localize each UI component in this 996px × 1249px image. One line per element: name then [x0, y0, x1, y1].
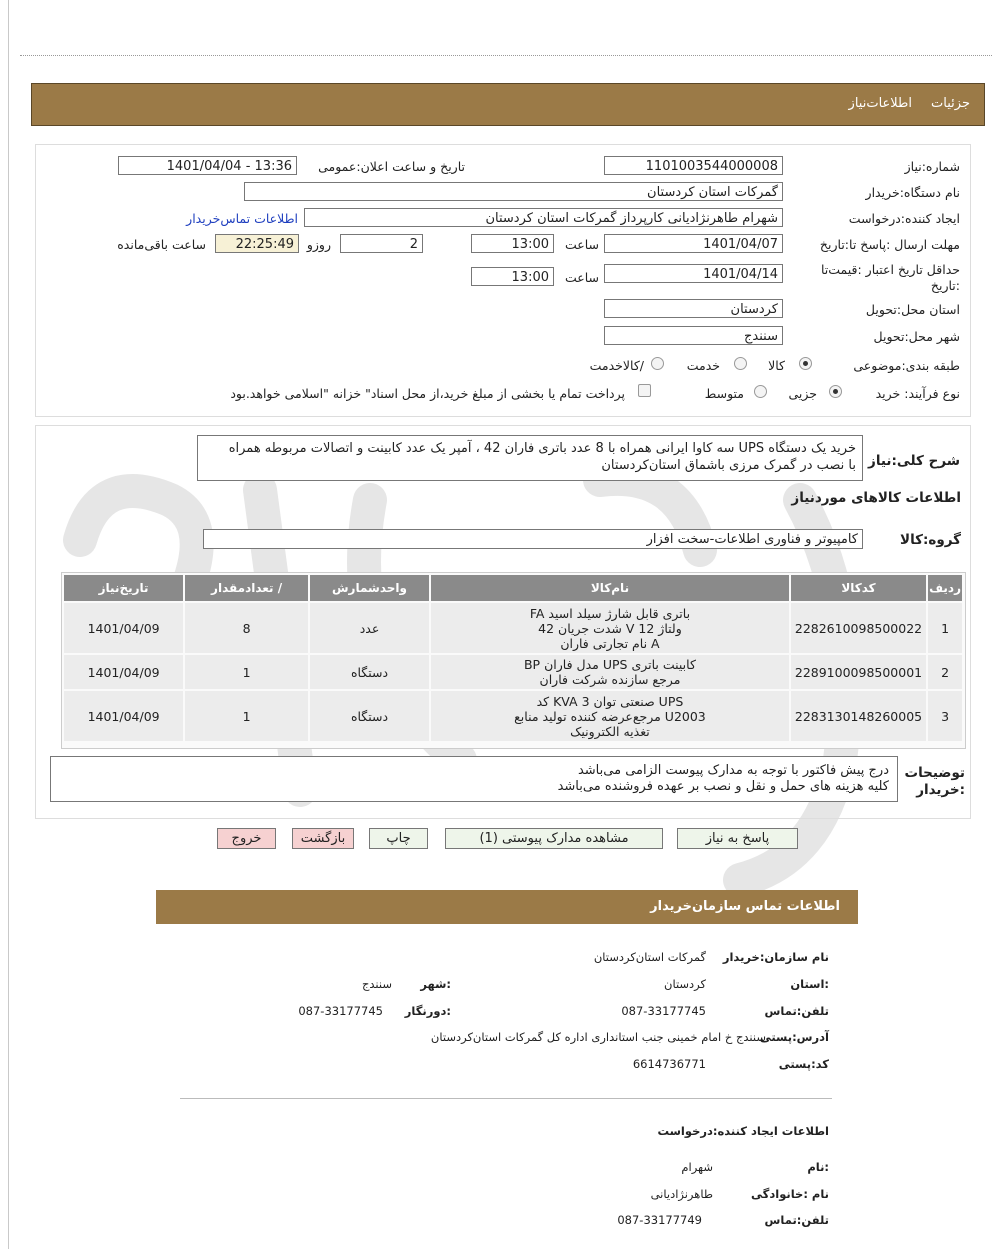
contact-fax-value: 087-33177745	[298, 1004, 383, 1018]
treasury-payment-checkbox[interactable]	[638, 384, 651, 397]
row-date: 1401/04/09	[64, 655, 183, 689]
announce-field: 1401/04/04 - 13:36	[118, 156, 297, 175]
row-unit: عدد	[310, 603, 429, 653]
creator-family-label: نام :خانوادگی	[751, 1187, 829, 1201]
category-goods-text: کالا	[768, 358, 785, 373]
creator-phone-label: تلفن:تماس	[764, 1213, 829, 1227]
creator-phone-value: 087-33177749	[617, 1213, 702, 1227]
row-name-line: ولتاژ 12 V شدت جریان 42	[538, 620, 682, 636]
city-field: سنندج	[604, 326, 783, 345]
province-label: استان محل:تحویل	[865, 302, 960, 317]
row-qty: 1	[185, 691, 308, 741]
contact-phone-label: تلفن:تماس	[764, 1004, 829, 1018]
goods-group-field: کامپیوتر و فناوری اطلاعات-سخت افزار	[203, 529, 863, 549]
row-name-line: UPS صنعتی توان 3 KVA کد	[536, 693, 684, 709]
buyer-notes-box	[50, 756, 898, 802]
row-unit: دستگاه	[310, 655, 429, 689]
row-qty: 1	[185, 655, 308, 689]
buyer-contact-header	[156, 890, 858, 924]
col-unit: واحدشمارش	[310, 575, 429, 601]
postal-code-label: کد:پستی	[778, 1057, 829, 1071]
process-medium-radio[interactable]	[754, 385, 767, 398]
validity-time-label: ساعت	[564, 270, 599, 285]
tab-details[interactable]: جزئیات	[931, 96, 970, 111]
creator-family-value: طاهرنژادیانی	[650, 1187, 713, 1201]
tab-need-info[interactable]: اطلاعات‌نیاز	[848, 96, 912, 111]
contact-divider	[180, 1098, 832, 1099]
contact-province-value: کردستان	[664, 977, 706, 991]
contact-address-label: آدرس:پستی	[759, 1030, 829, 1044]
exit-button[interactable]: خروج	[217, 828, 276, 849]
need-number-field: 1101003544000008	[604, 156, 783, 175]
process-partial-text: جزیی	[788, 386, 817, 401]
col-date: تاریخ‌نیاز	[64, 575, 183, 601]
remaining-time-field: 22:25:49	[215, 234, 299, 253]
org-name-value: گمرکات استان‌کردستان	[593, 950, 706, 964]
validity-date-field: 1401/04/14	[604, 264, 783, 283]
contact-province-label: :استان	[790, 977, 829, 991]
days-field: 2	[340, 234, 423, 253]
validity-time-field: 13:00	[471, 267, 554, 286]
buyer-org-field: گمرکات استان کردستان	[244, 182, 783, 201]
buyer-contact-title: اطلاعات تماس سازمان‌خریدار	[650, 899, 840, 914]
category-goods-service-text: /کالاخدمت	[589, 358, 644, 373]
row-date: 1401/04/09	[64, 691, 183, 741]
process-label: نوع فرآیند: خرید	[875, 386, 960, 401]
creator-info-title: اطلاعات ایجاد کننده:درخواست	[657, 1124, 829, 1138]
col-qty: / تعدادمقدار	[185, 575, 308, 601]
contact-fax-label: :دورنگار	[404, 1004, 451, 1018]
buyer-notes-label: توضیحات	[904, 765, 965, 781]
buyer-notes-label-2: :خریدار	[916, 782, 965, 798]
row-name-line: U2003 مرجع‌عرضه کننده تولید منابع	[514, 708, 706, 724]
row-name	[431, 655, 789, 689]
category-goods-radio[interactable]	[799, 357, 812, 370]
row-index: 2	[928, 655, 962, 689]
need-number-label: شماره:نیاز	[904, 159, 960, 174]
process-partial-radio[interactable]	[829, 385, 842, 398]
description-box	[197, 435, 863, 481]
deadline-time-label: ساعت	[564, 237, 599, 252]
buyer-notes-line-2: کلیه هزینه های حمل و نقل و نصب بر عهده فروشنده می‌باشد	[557, 779, 889, 794]
row-code: 2283130148260005	[791, 691, 926, 741]
col-name: نام‌کالا	[431, 575, 789, 601]
payment-note: پرداخت تمام یا بخشی از مبلغ خرید،از محل اسناد" خزانه "اسلامی خواهد.بود	[230, 386, 625, 401]
city-label: شهر محل:تحویل	[873, 329, 960, 344]
back-button[interactable]: بازگشت	[292, 828, 354, 849]
creator-name-label: :نام	[807, 1160, 829, 1174]
print-button[interactable]: چاپ	[369, 828, 428, 849]
row-unit: دستگاه	[310, 691, 429, 741]
buyer-org-label: نام دستگاه:خریدار	[865, 185, 960, 200]
remaining-label: ساعت باقی‌مانده	[117, 237, 206, 252]
goods-table	[62, 573, 964, 743]
category-label: طبقه بندی:موضوعی	[853, 358, 960, 373]
row-name-line: A نام تجارتی فاران	[560, 635, 660, 651]
contact-city-value: سنندج	[361, 977, 392, 991]
row-name	[431, 691, 789, 741]
creator-name-value: شهرام	[681, 1160, 713, 1174]
row-index: 1	[928, 603, 962, 653]
col-code: کدکالا	[791, 575, 926, 601]
col-index: ردیف	[928, 575, 962, 601]
requester-label: ایجاد کننده:درخواست	[848, 211, 960, 226]
row-name	[431, 603, 789, 653]
row-name-line: تغذیه الکترونیک	[570, 723, 650, 739]
deadline-label: مهلت ارسال :پاسخ تا:تاریخ	[819, 237, 960, 252]
category-service-text: خدمت	[686, 358, 720, 373]
description-label: شرح کلی:نیاز	[868, 453, 960, 469]
postal-code-value: 6614736771	[632, 1057, 706, 1071]
divider	[20, 55, 992, 56]
description-line-2: با نصب در گمرک مرزی باشماق استان‌کردستان	[601, 458, 856, 473]
row-code: 2289100098500001	[791, 655, 926, 689]
header-bar	[31, 83, 985, 126]
validity-label-2: :تاریخ	[930, 278, 960, 293]
row-name-line: مرجع سازنده شرکت فاران	[539, 672, 681, 687]
row-date: 1401/04/09	[64, 603, 183, 653]
reply-button[interactable]: پاسخ به نیاز	[677, 828, 798, 849]
description-line-1: خرید یک دستگاه UPS سه کاوا ایرانی همراه با 8 عدد باتری فاران 42 ، آمپر یک عدد کابینت و اتصالات مربوطه همراه	[228, 441, 856, 456]
contact-info-link[interactable]: اطلاعات تماس‌خریدار	[186, 211, 298, 226]
goods-info-title: اطلاعات کالاهای موردنیاز	[791, 490, 961, 506]
requester-field: شهرام طاهرنژادیانی کارپرداز گمرکات استان کردستان	[304, 208, 783, 227]
row-name-line: باتری قابل شارژ سیلد اسید FA	[529, 605, 691, 621]
goods-group-label: گروه:کالا	[900, 532, 961, 548]
row-name-line: کابینت باتری UPS مدل فاران BP	[523, 657, 696, 672]
process-medium-text: متوسط	[704, 386, 744, 401]
row-index: 3	[928, 691, 962, 741]
table-row	[64, 655, 962, 689]
contact-phone-value: 087-33177745	[621, 1004, 706, 1018]
org-name-label: نام سازمان:خریدار	[722, 950, 829, 964]
deadline-time-field: 13:00	[471, 234, 554, 253]
buyer-notes-line-1: درج پیش فاکتور با توجه به مدارک پیوست الزامی می‌باشد	[577, 763, 889, 778]
announce-label: تاریخ و ساعت اعلان:عمومی	[318, 159, 465, 174]
table-row	[64, 691, 962, 741]
deadline-date-field: 1401/04/07	[604, 234, 783, 253]
table-row	[64, 603, 962, 653]
contact-address-value: سنندج خ امام خمینی جنب استانداری اداره کل گمرکات استان‌کردستان	[430, 1030, 766, 1044]
validity-label: حداقل تاریخ اعتبار :قیمت‌تا	[820, 262, 960, 277]
category-goods-service-radio[interactable]	[651, 357, 664, 370]
left-border	[8, 0, 9, 1249]
row-qty: 8	[185, 603, 308, 653]
row-code: 2282610098500022	[791, 603, 926, 653]
view-attachments-button[interactable]: مشاهده مدارک پیوستی (1)	[445, 828, 663, 849]
days-label: روزو	[306, 237, 331, 252]
province-field: کردستان	[604, 299, 783, 318]
contact-city-label: :شهر	[420, 977, 451, 991]
category-service-radio[interactable]	[734, 357, 747, 370]
goods-table-header	[64, 575, 962, 601]
